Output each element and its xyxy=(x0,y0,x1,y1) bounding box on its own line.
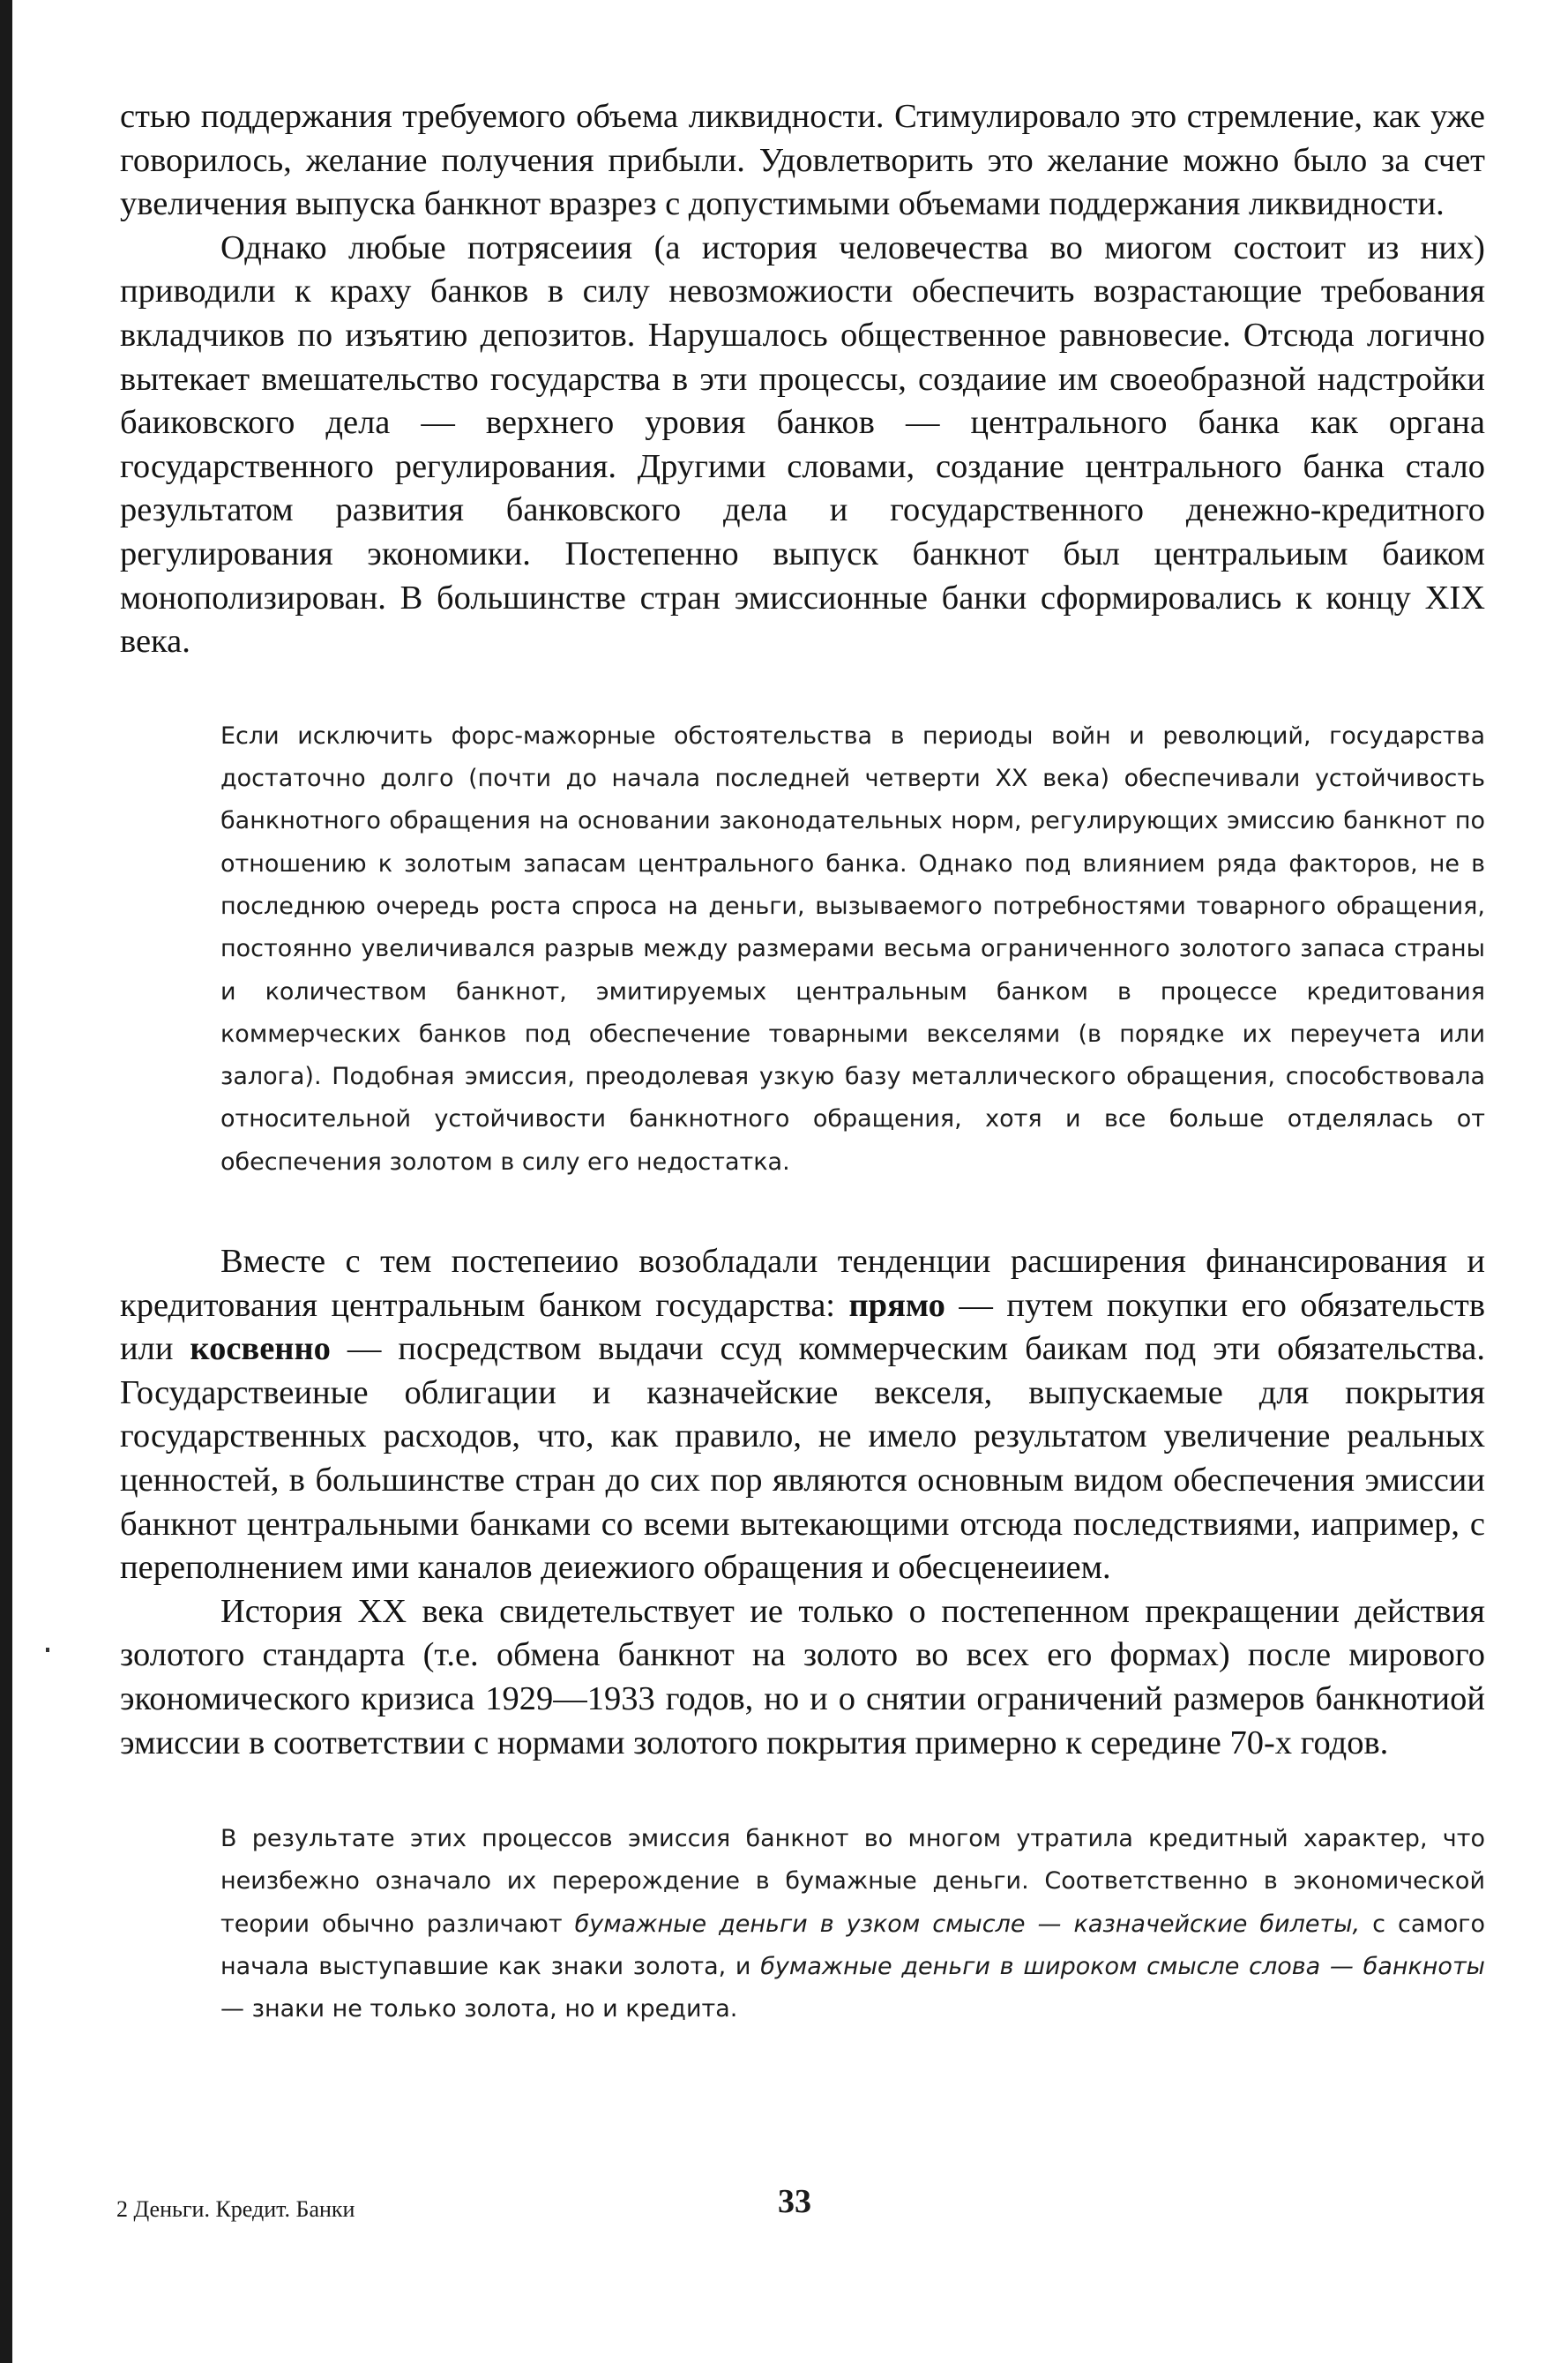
note-2-mid: с самого начала выступавшие как знаки золота, и xyxy=(220,1910,1485,1980)
paragraph-2: Однако любые потрясеиия (а история человечества во миогом состоит из них) приводили к краху банков в силу невозможиости обеспечить возрастающие требования вкладчиков по изъятию депозитов. Нарушалось общественное равновесие. Отсюда логично вытекает вмешательство государства в эти процессы, создаиие им своеобразной надстройки баиковского дела — верхнего уровия банков — центрального банка как органа государственного регулирования. Другими словами, создание центрального банка стало результатом развития банковского дела и государственного денежно-кредитного регулирования экономики. Постепенно выпуск банкнот был центральиым баиком монополизирован. В большинстве стран эмиссионные банки сформировались к концу XIX века. xyxy=(120,228,1485,661)
scan-speck xyxy=(46,1648,49,1652)
note-2-start: В результате этих процессов эмиссия банкнот во многом утратила кредитный характер, что неизбежно означало их перерождение в бумажные деньги. Соответственно в экономической теории обычно различают xyxy=(220,1825,1485,1938)
page-body xyxy=(120,95,1485,2031)
paragraph-3-end: — посредством выдачи ссуд коммерческим баикам под эти обязательства. Государствеиные облигации и казначейские векселя, выпускаемые для покрытия государственных расходов, что, как правило, не имело результатом увеличение реальных ценностей, в большинстве стран до сих пор являются основным видом обеспечения эмиссии банкнот центральными банками со всеми вытекающими отсюда последствиями, иапример, с переполнением ими каналов деиежиого обращения и обесценеиием. xyxy=(120,1330,1486,1587)
paragraph-4: История XX века свидетельствует ие только о постепенном прекращении действия золотого стандарта (т.е. обмена банкнот на золото во всех его формах) после мирового экономического кризиса 1929—1933 годов, но и о снятии ограничений размеров банкнотиой эмиссии в соответствии с нормами золотого покрытия примерно к середине 70-х годов. xyxy=(120,1592,1485,1761)
scan-edge xyxy=(0,0,12,2363)
note-2-italic-broad: бумажные деньги в широком смысле слова — банкноты xyxy=(760,1953,1486,1980)
paragraph-3-bold-indirect: косвенно xyxy=(190,1330,331,1368)
note-2-end: — знаки не только золота, но и кредита. xyxy=(220,1995,738,2023)
note-1: Если исключить форс-мажорные обстоятельства в периоды войн и революций, государства достаточно долго (почти до начала последней четверти XX века) обеспечивали устойчивость банкнотного обращения на основании законодательных норм, регулирующих эмиссию банкнот по отношению к золотым запасам центрального банка. Однако под влиянием ряда факторов, не в последнюю очередь роста спроса на деньги, вызываемого потребностями товарного обращения, постоянно увеличивался разрыв между размерами весьма ограниченного золотого запаса страны и количеством банкнот, эмитируемых центральным банком в процессе кредитования коммерческих банков под обеспечение товарными векселями (в порядке их переучета или залога). Подобная эмиссия, преодолевая узкую базу металлического обращения, способствовала относительной устойчивости банкнотного обращения, хотя и все больше отделялась от обеспечения золотом в силу его недостатка. xyxy=(220,722,1485,1176)
footer-signature: 2 Деньги. Кредит. Банки xyxy=(116,2196,355,2222)
paragraph-1: стью поддержания требуемого объема ликвидности. Стимулировало это стремление, как уже говорилось, желание получения прибыли. Удовлетворить это желание можно было за счет увеличения выпуска банкнот вразрез с допустимыми объемами поддержания ликвидности. xyxy=(120,98,1485,223)
paragraph-3 xyxy=(120,1240,1485,1590)
page-number: 33 xyxy=(778,2183,811,2220)
note-2 xyxy=(120,1818,1485,2030)
paragraph-3-start: Вместе с тем постепеиио возобладали тенденции расширения финансирования и кредитования центральным банком государства: xyxy=(120,1242,1485,1324)
paragraph-3-mid: — путем покупки его обязательств или xyxy=(120,1286,1485,1368)
note-2-italic-narrow: бумажные деньги в узком смысле — казначейские билеты, xyxy=(574,1910,1361,1938)
paragraph-3-bold-direct: прямо xyxy=(848,1286,945,1324)
page-footer xyxy=(116,2182,1482,2235)
